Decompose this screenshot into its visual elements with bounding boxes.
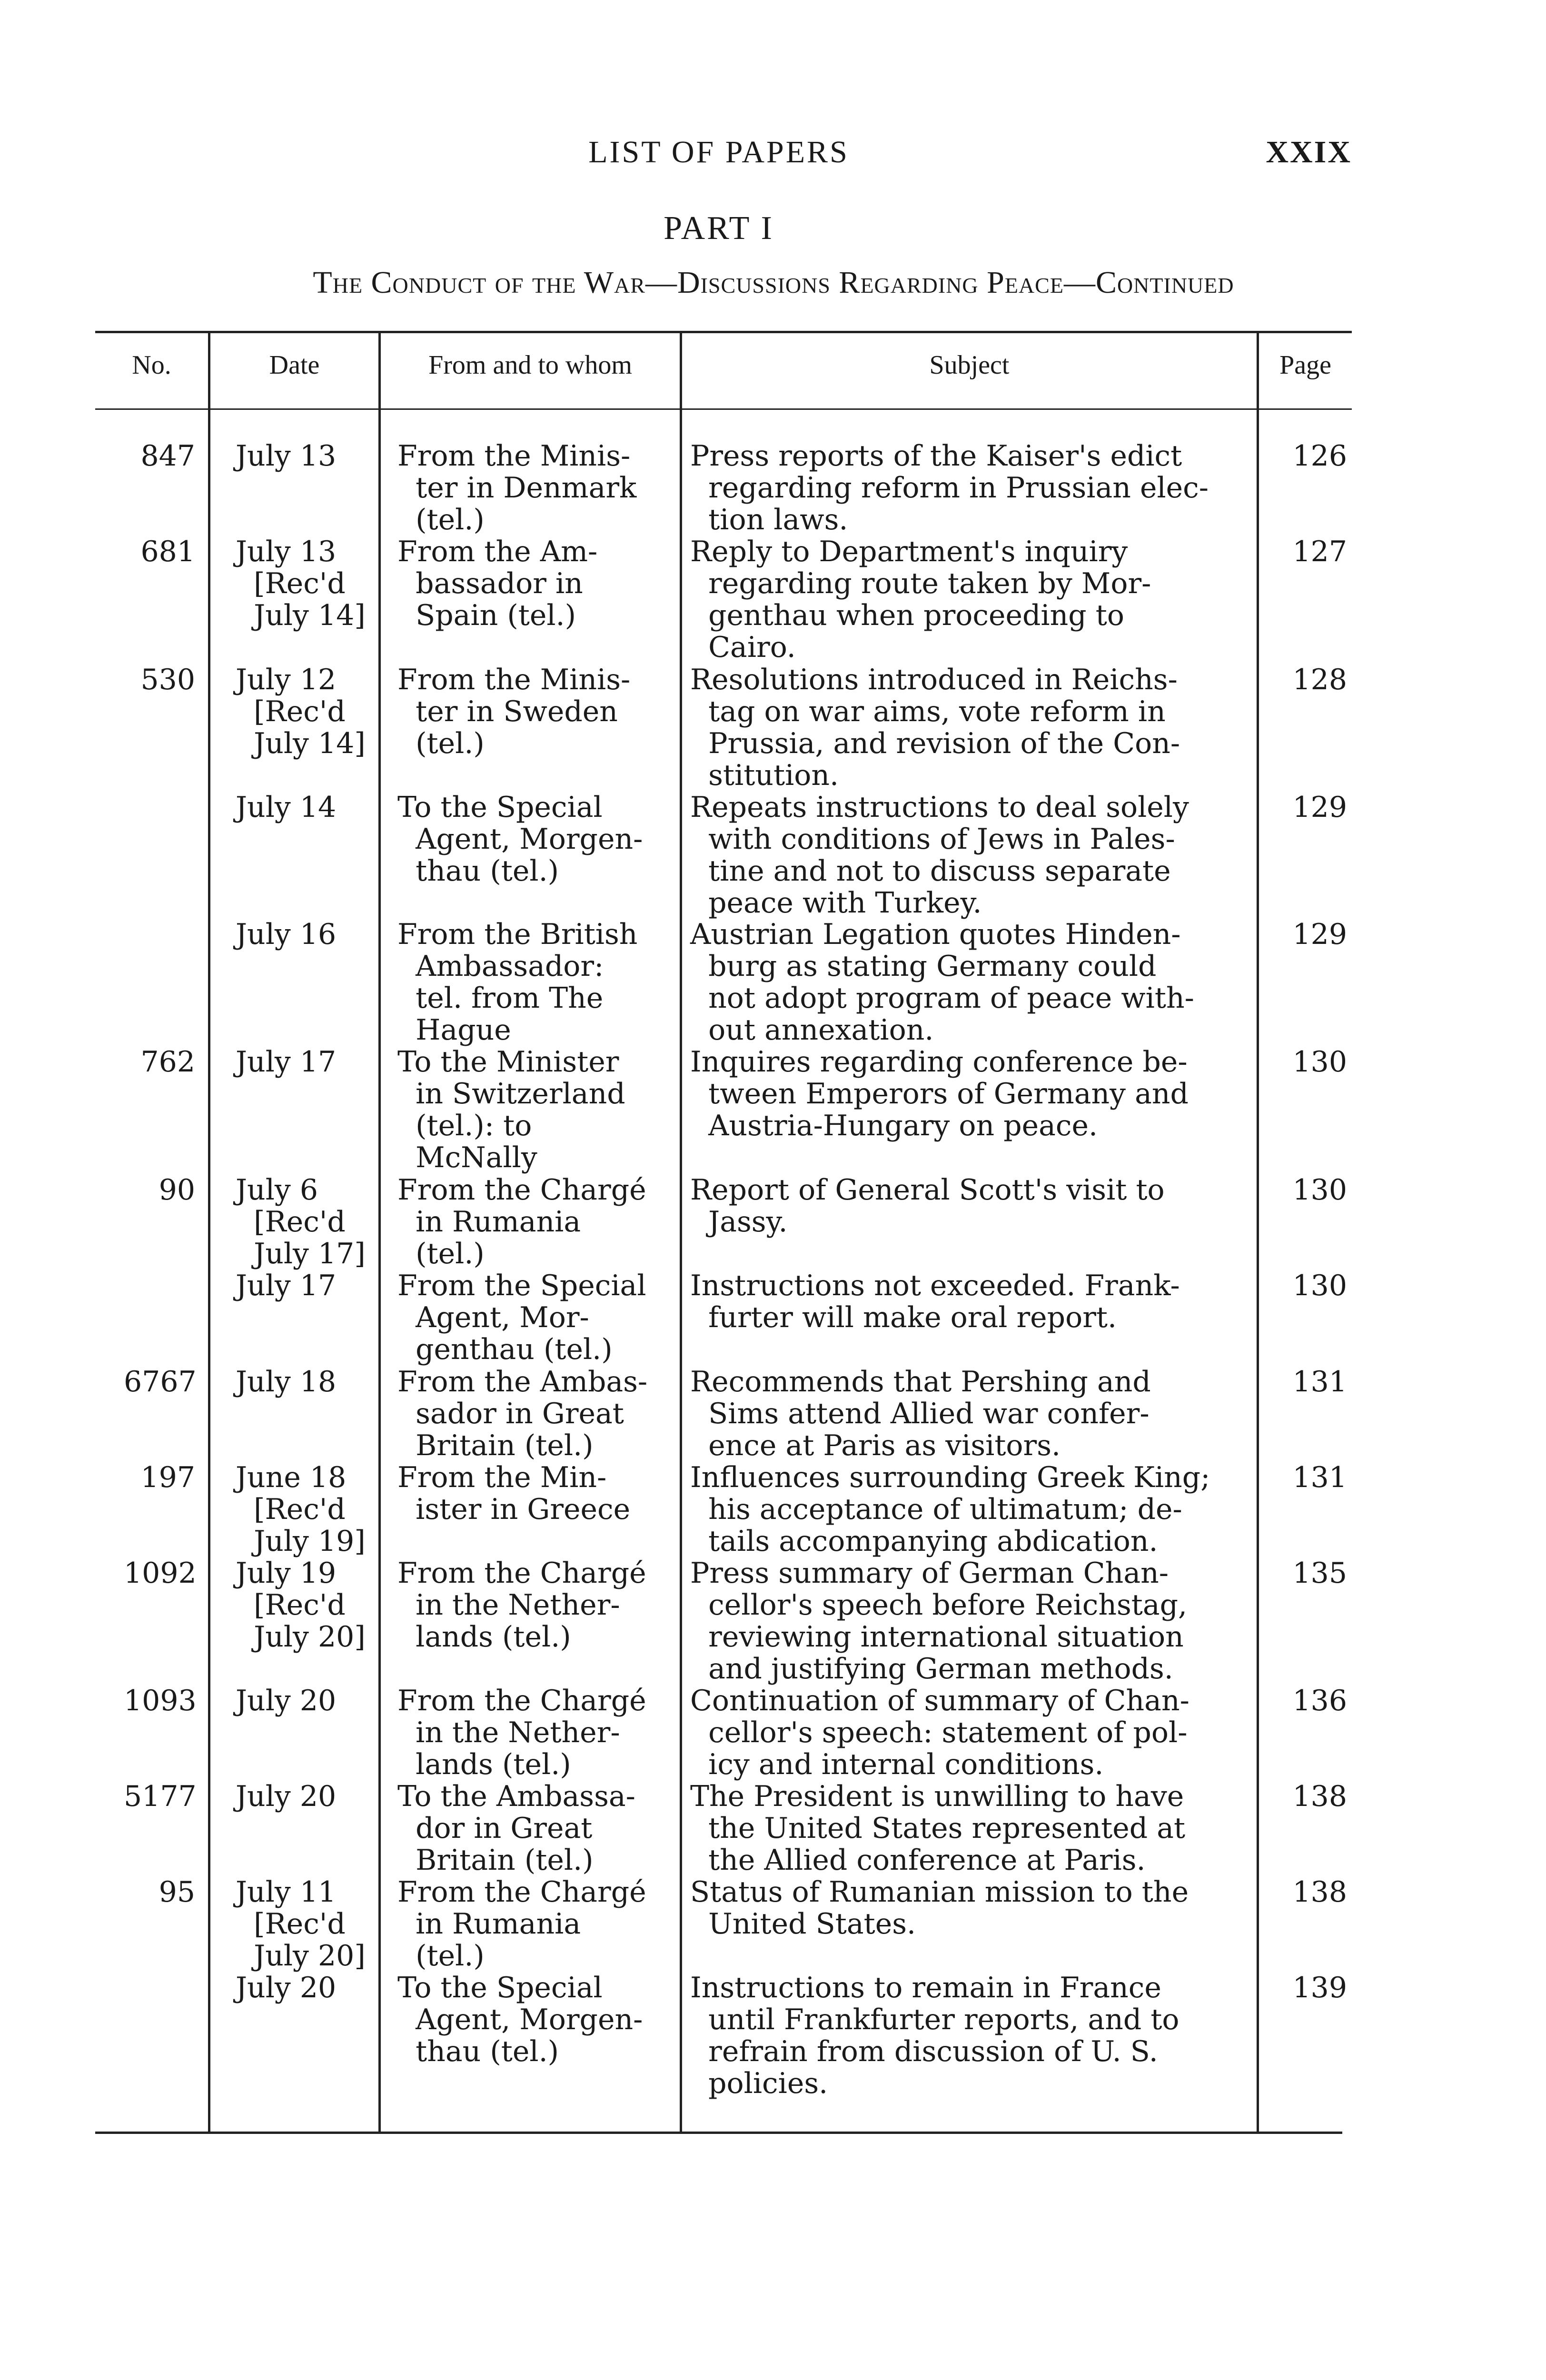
row-subject: Resolutions introduced in Reichs- tag on war aims, vote reform in Prussia, and revision of the Con- stitution.	[690, 663, 1180, 792]
row-number: 5177	[124, 1780, 197, 1813]
column-divider	[1257, 333, 1259, 2132]
row-date: July 12 [Rec'd July 14]	[236, 663, 366, 760]
row-page: 136	[1292, 1684, 1347, 1717]
row-number: 197	[140, 1461, 195, 1494]
row-subject: Report of General Scott's visit to Jassy.	[690, 1173, 1165, 1239]
row-page: 138	[1292, 1780, 1347, 1813]
row-subject: Influences surrounding Greek King; his acceptance of ultimatum; de- tails accompanying abdication.	[690, 1461, 1210, 1558]
row-from: From the Min- ister in Greece	[397, 1461, 631, 1526]
row-date: July 14	[236, 791, 337, 824]
row-subject: Press reports of the Kaiser's edict regarding reform in Prussian elec- tion laws.	[690, 439, 1209, 536]
running-title: LIST OF PAPERS	[588, 135, 849, 169]
row-subject: Austrian Legation quotes Hinden- burg as stating Germany could not adopt program of peace with- out annexation.	[690, 918, 1194, 1047]
row-from: To the Ambassa- dor in Great Britain (tel.)	[397, 1780, 635, 1877]
row-from: From the Minis- ter in Denmark (tel.)	[397, 439, 637, 536]
row-from: From the Special Agent, Mor- genthau (tel.)	[397, 1269, 646, 1366]
header-bottom-rule	[95, 408, 1352, 410]
row-date: July 20	[236, 1780, 337, 1813]
column-header-page: Page	[1279, 350, 1331, 380]
row-from: To the Minister in Switzerland (tel.): to McNally	[397, 1045, 625, 1174]
row-page: 131	[1292, 1461, 1347, 1494]
row-page: 131	[1292, 1365, 1347, 1398]
row-page: 126	[1292, 439, 1347, 473]
running-head	[0, 134, 1546, 177]
column-header-date: Date	[269, 350, 320, 380]
row-date: July 6 [Rec'd July 17]	[236, 1173, 366, 1270]
row-subject: Continuation of summary of Chan- cellor's speech: statement of pol- icy and internal conditions.	[690, 1684, 1189, 1781]
row-from: From the Am- bassador in Spain (tel.)	[397, 535, 598, 632]
column-header-subject: Subject	[929, 350, 1010, 380]
row-from: From the Chargé in the Nether- lands (tel.)	[397, 1684, 646, 1781]
page-folio: XXIX	[1266, 135, 1352, 169]
row-subject: Instructions to remain in France until Frankfurter reports, and to refrain from discussion of U. S. policies.	[690, 1971, 1179, 2100]
row-subject: Inquires regarding conference be- tween Emperors of Germany and Austria-Hungary on peace.	[690, 1045, 1189, 1142]
row-number: 681	[140, 535, 195, 568]
row-page: 129	[1292, 791, 1347, 824]
row-date: July 17	[236, 1045, 337, 1079]
row-number: 530	[140, 663, 195, 696]
row-page: 138	[1292, 1875, 1347, 1909]
row-from: From the Minis- ter in Sweden (tel.)	[397, 663, 631, 760]
row-subject: Reply to Department's inquiry regarding route taken by Mor- genthau when proceeding to Cairo.	[690, 535, 1151, 664]
row-number: 6767	[124, 1365, 197, 1398]
row-date: July 11 [Rec'd July 20]	[236, 1875, 366, 1973]
column-divider	[680, 333, 682, 2132]
row-subject: The President is unwilling to have the United States represented at the Allied conference at Paris.	[690, 1780, 1186, 1877]
table-bottom-rule	[95, 2132, 1342, 2134]
row-number: 1093	[124, 1684, 197, 1717]
row-date: July 17	[236, 1269, 337, 1302]
row-number: 762	[140, 1045, 195, 1079]
row-subject: Repeats instructions to deal solely with conditions of Jews in Pales- tine and not to discuss separate peace with Turkey.	[690, 791, 1189, 920]
row-number: 95	[159, 1875, 195, 1909]
row-date: July 18	[236, 1365, 337, 1398]
part-heading: PART I	[664, 210, 774, 247]
row-date: July 20	[236, 1971, 337, 2004]
row-from: To the Special Agent, Morgen- thau (tel.)	[397, 1971, 643, 2068]
row-subject: Press summary of German Chan- cellor's speech before Reichstag, reviewing international situation and justifying German methods.	[690, 1557, 1188, 1686]
row-from: From the Chargé in the Nether- lands (tel.)	[397, 1557, 646, 1654]
row-date: July 13 [Rec'd July 14]	[236, 535, 366, 632]
row-subject: Recommends that Pershing and Sims attend Allied war confer- ence at Paris as visitors.	[690, 1365, 1151, 1462]
row-date: June 18 [Rec'd July 19]	[236, 1461, 366, 1558]
section-heading: The Conduct of the War—Discussions Regarding Peace—Continued	[313, 265, 1234, 300]
row-subject: Status of Rumanian mission to the United States.	[690, 1875, 1189, 1941]
row-from: From the Ambas- sador in Great Britain (tel.)	[397, 1365, 648, 1462]
row-page: 139	[1292, 1971, 1347, 2004]
column-divider	[208, 333, 210, 2132]
row-subject: Instructions not exceeded. Frank- furter will make oral report.	[690, 1269, 1180, 1334]
column-header-no: No.	[132, 350, 171, 380]
row-from: From the Chargé in Rumania (tel.)	[397, 1173, 646, 1270]
row-date: July 13	[236, 439, 337, 473]
row-from: To the Special Agent, Morgen- thau (tel.)	[397, 791, 643, 888]
row-from: From the Chargé in Rumania (tel.)	[397, 1875, 646, 1973]
row-page: 130	[1292, 1045, 1347, 1079]
row-page: 127	[1292, 535, 1347, 568]
row-page: 129	[1292, 918, 1347, 951]
row-page: 130	[1292, 1173, 1347, 1207]
row-from: From the British Ambassador: tel. from The Hague	[397, 918, 638, 1047]
row-number: 90	[159, 1173, 195, 1207]
row-page: 135	[1292, 1557, 1347, 1590]
row-date: July 16	[236, 918, 337, 951]
row-page: 128	[1292, 663, 1347, 696]
row-number: 1092	[124, 1557, 197, 1590]
row-date: July 20	[236, 1684, 337, 1717]
table-top-rule	[95, 331, 1352, 333]
column-header-from: From and to whom	[428, 350, 632, 380]
row-page: 130	[1292, 1269, 1347, 1302]
row-number: 847	[140, 439, 195, 473]
row-date: July 19 [Rec'd July 20]	[236, 1557, 366, 1654]
column-divider	[378, 333, 381, 2132]
